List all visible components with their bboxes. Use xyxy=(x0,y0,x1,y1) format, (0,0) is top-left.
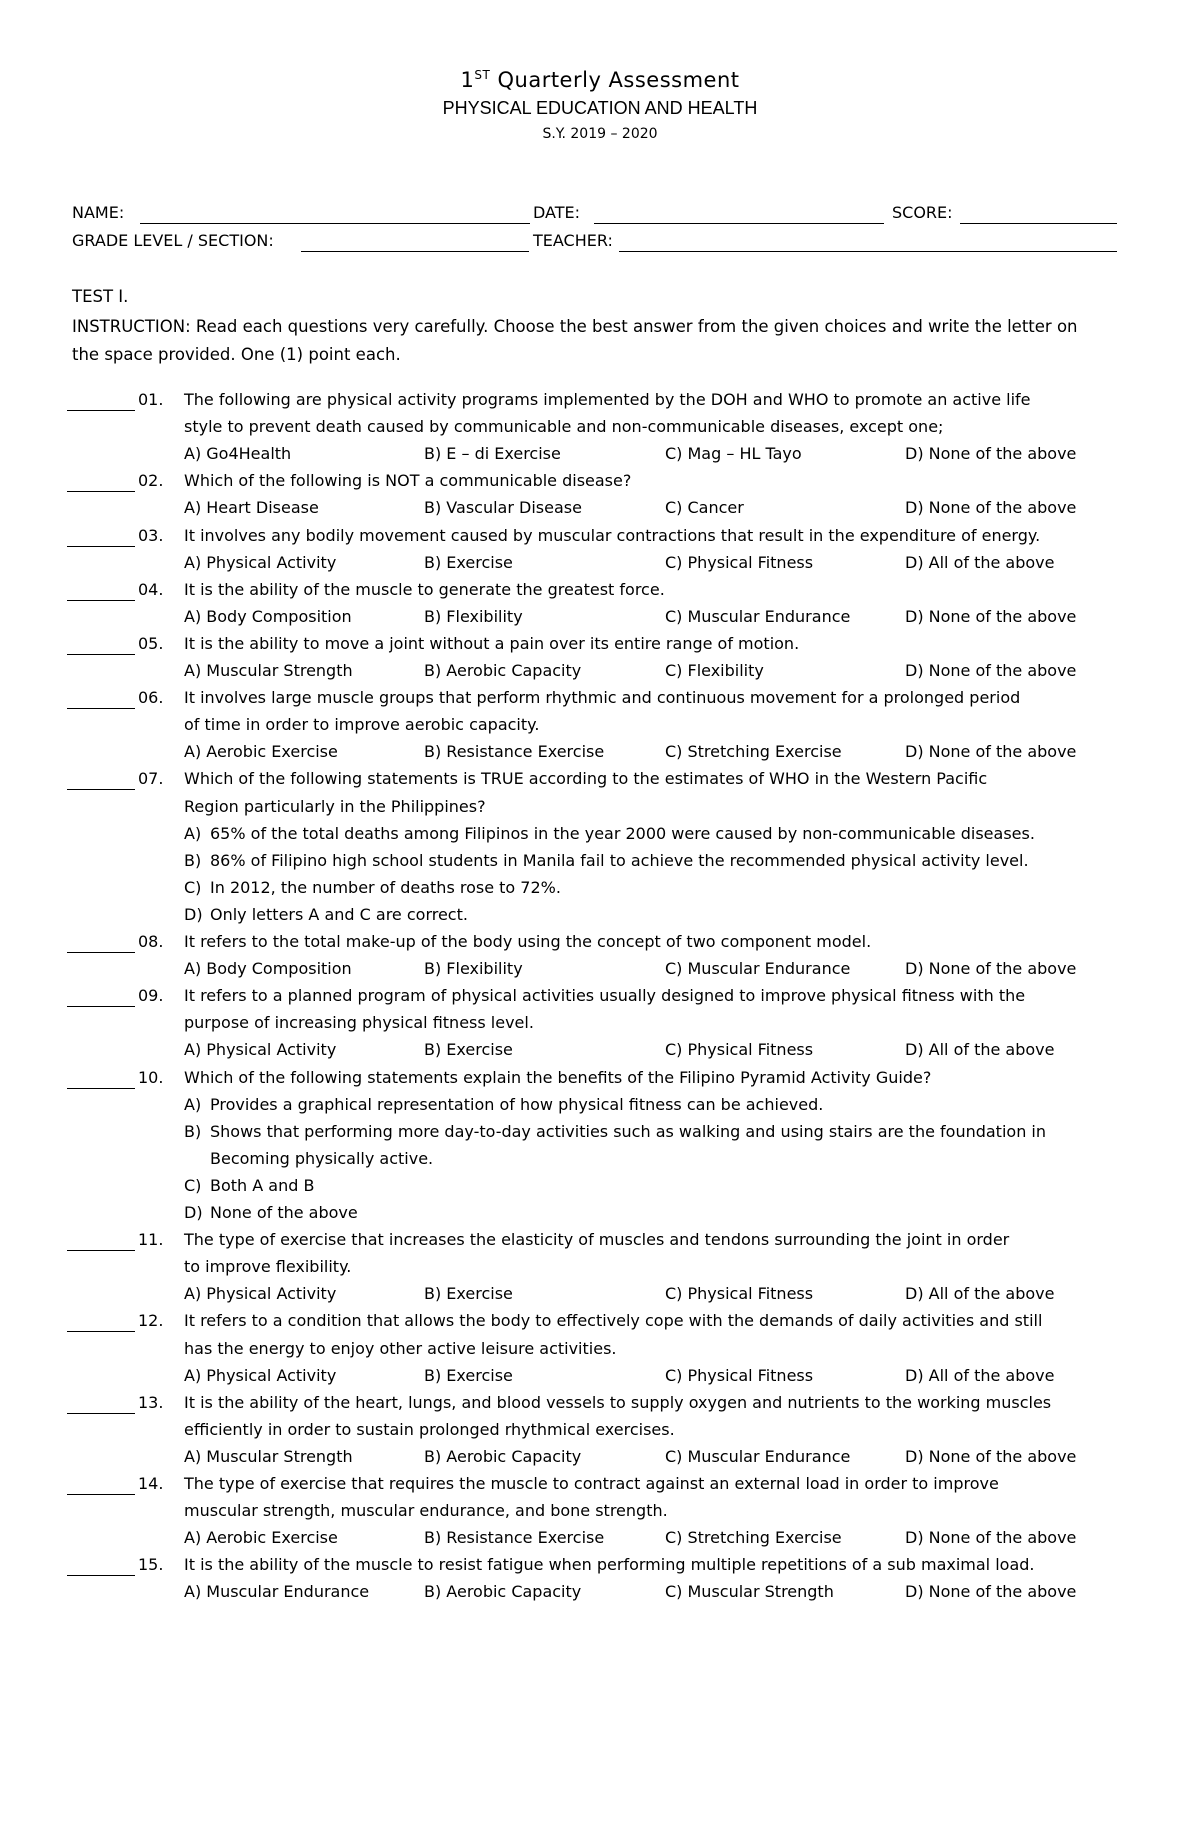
answer-choice: B) Aerobic Capacity xyxy=(424,661,582,680)
question-number: 15. xyxy=(138,1555,164,1575)
answer-choice: D) All of the above xyxy=(905,1040,1055,1060)
answer-choice: A) Heart Disease xyxy=(184,498,319,518)
option-row xyxy=(0,851,1200,878)
grade-section-label: GRADE LEVEL / SECTION: xyxy=(72,231,274,250)
question-row xyxy=(0,1068,1200,1095)
question-number: 14. xyxy=(138,1474,164,1493)
question-row xyxy=(0,1013,1200,1040)
answer-choice: C) Muscular Strength xyxy=(665,1582,834,1602)
choices-row xyxy=(0,959,1200,986)
choices-row xyxy=(0,1366,1200,1393)
question-text: style to prevent death caused by communicable and non-communicable diseases, except one; xyxy=(184,417,944,437)
question-number: 01. xyxy=(138,390,164,409)
answer-choice: B) Flexibility xyxy=(424,606,523,626)
title-superscript: ST xyxy=(474,68,491,82)
question-row xyxy=(0,932,1200,959)
option-text: Only letters A and C are correct. xyxy=(210,904,468,924)
answer-choice: D) None of the above xyxy=(905,1528,1077,1548)
question-number: 10. xyxy=(138,1067,164,1087)
option-text: 65% of the total deaths among Filipinos in the year 2000 were caused by non-communicable diseases. xyxy=(210,823,1035,843)
question-text: The type of exercise that requires the muscle to contract against an external load in order to improve xyxy=(184,1474,999,1493)
option-text: None of the above xyxy=(210,1203,358,1222)
answer-blank[interactable] xyxy=(67,1494,135,1495)
question-row xyxy=(0,526,1200,553)
answer-option xyxy=(184,1149,433,1168)
question-row xyxy=(0,1257,1200,1284)
answer-choice: B) Flexibility xyxy=(424,959,523,979)
answer-blank[interactable] xyxy=(67,410,135,411)
choices-row xyxy=(0,553,1200,580)
answer-choice: A) Physical Activity xyxy=(184,552,337,572)
answer-blank[interactable] xyxy=(67,654,135,655)
question-text: Region particularly in the Philippines? xyxy=(184,796,486,816)
name-label: NAME: xyxy=(72,203,125,222)
question-text: It refers to the total make-up of the body using the concept of two component model. xyxy=(184,932,872,951)
question-row xyxy=(0,1393,1200,1420)
answer-choice: C) Physical Fitness xyxy=(665,1040,814,1060)
date-field[interactable] xyxy=(594,223,884,224)
question-number: 05. xyxy=(138,633,164,653)
answer-choice: A) Physical Activity xyxy=(184,1365,337,1385)
question-text: The type of exercise that increases the elasticity of muscles and tendons surrounding the joint in order xyxy=(184,1230,1010,1250)
answer-choice: D) None of the above xyxy=(905,1582,1077,1602)
answer-choice: B) Resistance Exercise xyxy=(424,742,605,762)
answer-choice: D) None of the above xyxy=(905,959,1077,979)
question-text: efficiently in order to sustain prolonged rhythmical exercises. xyxy=(184,1419,675,1439)
option-row xyxy=(0,878,1200,905)
answer-choice: C) Physical Fitness xyxy=(665,1365,814,1385)
answer-choice: C) Muscular Endurance xyxy=(665,606,851,626)
test-heading: TEST I. xyxy=(72,287,129,306)
answer-blank[interactable] xyxy=(67,1006,135,1007)
answer-option xyxy=(184,851,1029,870)
answer-choice: A) Aerobic Exercise xyxy=(184,742,338,762)
answer-option xyxy=(184,1122,1046,1141)
option-letter: A) xyxy=(184,1094,202,1114)
question-text: of time in order to improve aerobic capacity. xyxy=(184,715,540,735)
score-label: SCORE: xyxy=(892,203,953,222)
answer-choice: B) E – di Exercise xyxy=(424,444,561,464)
answer-choice: A) Muscular Endurance xyxy=(184,1582,370,1602)
title-text: Quarterly Assessment xyxy=(497,68,740,92)
answer-choice: C) Physical Fitness xyxy=(665,1284,814,1304)
choices-row xyxy=(0,1284,1200,1311)
grade-section-field[interactable] xyxy=(301,251,529,252)
question-row xyxy=(0,1230,1200,1257)
answer-choice: C) Stretching Exercise xyxy=(665,742,842,762)
question-row xyxy=(0,688,1200,715)
answer-choice: B) Exercise xyxy=(424,1284,513,1304)
option-text: In 2012, the number of deaths rose to 72%. xyxy=(210,877,561,897)
answer-choice: A) Go4Health xyxy=(184,444,292,464)
option-text: Both A and B xyxy=(210,1175,315,1195)
answer-choice: C) Cancer xyxy=(665,498,744,518)
option-letter: C) xyxy=(184,1175,202,1195)
question-text: Which of the following statements explain the benefits of the Filipino Pyramid Activity Guide? xyxy=(184,1067,932,1087)
answer-blank[interactable] xyxy=(67,1250,135,1251)
answer-choice: A) Body Composition xyxy=(184,606,352,626)
question-row xyxy=(0,390,1200,417)
question-text: It is the ability of the muscle to resist fatigue when performing multiple repetitions of a sub maximal load. xyxy=(184,1555,1035,1575)
question-number: 09. xyxy=(138,986,164,1006)
question-number: 13. xyxy=(138,1392,164,1412)
question-number: 12. xyxy=(138,1311,164,1331)
answer-blank[interactable] xyxy=(67,546,135,547)
question-text: It refers to a planned program of physical activities usually designed to improve physical fitness with the xyxy=(184,986,1026,1006)
choices-row xyxy=(0,1582,1200,1609)
question-number: 07. xyxy=(138,769,164,789)
option-text: 86% of Filipino high school students in Manila fail to achieve the recommended physical activity level. xyxy=(210,850,1029,870)
question-row xyxy=(0,1339,1200,1366)
answer-choice: B) Aerobic Capacity xyxy=(424,1582,582,1602)
answer-choice: D) None of the above xyxy=(905,1446,1077,1466)
answer-option xyxy=(184,824,1035,843)
choices-row xyxy=(0,607,1200,634)
instruction-line-2: the space provided. One (1) point each. xyxy=(72,345,401,364)
question-row xyxy=(0,1474,1200,1501)
question-text: muscular strength, muscular endurance, and bone strength. xyxy=(184,1501,668,1521)
question-text: It is the ability of the heart, lungs, and blood vessels to supply oxygen and nutrients to the working muscles xyxy=(184,1392,1052,1412)
question-text: Which of the following is NOT a communicable disease? xyxy=(184,471,632,491)
date-label: DATE: xyxy=(533,203,581,222)
instruction-line-1: INSTRUCTION: Read each questions very carefully. Choose the best answer from the given choices and write the letter on xyxy=(72,317,1078,336)
option-letter: C) xyxy=(184,877,202,897)
question-text: It involves large muscle groups that perform rhythmic and continuous movement for a prolonged period xyxy=(184,688,1021,708)
answer-choice: D) None of the above xyxy=(905,444,1077,464)
question-text: It is the ability to move a joint without a pain over its entire range of motion. xyxy=(184,633,800,653)
option-letter: B) xyxy=(184,850,202,870)
option-letter: D) xyxy=(184,904,203,924)
question-row xyxy=(0,1501,1200,1528)
answer-choice: D) All of the above xyxy=(905,1284,1055,1304)
answer-choice: D) None of the above xyxy=(905,606,1077,626)
question-text: to improve flexibility. xyxy=(184,1257,352,1277)
question-text: It is the ability of the muscle to generate the greatest force. xyxy=(184,579,665,599)
answer-choice: B) Vascular Disease xyxy=(424,498,582,518)
option-row xyxy=(0,1122,1200,1149)
answer-blank[interactable] xyxy=(67,1088,135,1089)
option-row xyxy=(0,824,1200,851)
question-text: It involves any bodily movement caused by muscular contractions that result in the expenditure of energy. xyxy=(184,525,1041,545)
question-row xyxy=(0,715,1200,742)
choices-row xyxy=(0,661,1200,688)
answer-choice: A) Physical Activity xyxy=(184,1284,337,1304)
answer-choice: C) Stretching Exercise xyxy=(665,1528,842,1548)
answer-blank[interactable] xyxy=(67,1413,135,1414)
answer-blank[interactable] xyxy=(67,491,135,492)
question-number: 06. xyxy=(138,688,164,708)
question-row xyxy=(0,1311,1200,1338)
option-row xyxy=(0,1176,1200,1203)
answer-choice: A) Muscular Strength xyxy=(184,1446,353,1466)
question-row xyxy=(0,417,1200,444)
answer-choice: D) None of the above xyxy=(905,742,1077,762)
question-text: purpose of increasing physical fitness level. xyxy=(184,1013,534,1033)
score-field[interactable] xyxy=(960,223,1117,224)
option-row xyxy=(0,905,1200,932)
teacher-label: TEACHER: xyxy=(533,231,613,250)
option-row xyxy=(0,1149,1200,1176)
choices-row xyxy=(0,498,1200,525)
question-row xyxy=(0,797,1200,824)
option-text: Shows that performing more day-to-day activities such as walking and using stairs are the foundation in xyxy=(210,1121,1046,1141)
title-number: 1 xyxy=(460,68,475,92)
answer-blank[interactable] xyxy=(67,1331,135,1332)
answer-option xyxy=(184,1203,358,1222)
answer-blank[interactable] xyxy=(67,789,135,790)
option-text: Provides a graphical representation of how physical fitness can be achieved. xyxy=(210,1094,824,1114)
question-text: The following are physical activity programs implemented by the DOH and WHO to promote an active life xyxy=(184,390,1031,409)
option-letter: B) xyxy=(184,1121,202,1141)
option-letter: D) xyxy=(184,1203,203,1222)
question-row xyxy=(0,471,1200,498)
page-title xyxy=(0,68,1200,92)
answer-choice: B) Exercise xyxy=(424,1040,513,1060)
answer-option xyxy=(184,1176,314,1195)
choices-row xyxy=(0,742,1200,769)
answer-blank[interactable] xyxy=(67,1575,135,1576)
answer-option xyxy=(184,905,468,924)
subject-heading: PHYSICAL EDUCATION AND HEALTH xyxy=(442,98,758,118)
answer-choice: A) Body Composition xyxy=(184,959,352,979)
answer-choice: C) Muscular Endurance xyxy=(665,959,851,979)
answer-option xyxy=(184,1095,823,1114)
question-row xyxy=(0,1420,1200,1447)
answer-blank[interactable] xyxy=(67,600,135,601)
answer-choice: A) Muscular Strength xyxy=(184,661,353,680)
answer-choice: B) Exercise xyxy=(424,1365,513,1385)
choices-row xyxy=(0,1528,1200,1555)
answer-blank[interactable] xyxy=(67,952,135,953)
answer-choice: D) All of the above xyxy=(905,1365,1055,1385)
answer-choice: C) Mag – HL Tayo xyxy=(665,444,802,464)
question-text: has the energy to enjoy other active leisure activities. xyxy=(184,1338,617,1358)
answer-choice: C) Physical Fitness xyxy=(665,552,814,572)
choices-row xyxy=(0,1447,1200,1474)
option-row xyxy=(0,1095,1200,1122)
answer-option xyxy=(184,878,561,897)
answer-choice: A) Aerobic Exercise xyxy=(184,1528,338,1548)
answer-choice: D) All of the above xyxy=(905,552,1055,572)
question-row xyxy=(0,634,1200,661)
answer-choice: B) Exercise xyxy=(424,552,513,572)
question-row xyxy=(0,580,1200,607)
question-row xyxy=(0,1555,1200,1582)
answer-choice: A) Physical Activity xyxy=(184,1040,337,1060)
answer-blank[interactable] xyxy=(67,708,135,709)
answer-choice: C) Flexibility xyxy=(665,661,764,680)
question-text: Which of the following statements is TRUE according to the estimates of WHO in the Western Pacific xyxy=(184,769,988,789)
choices-row xyxy=(0,1040,1200,1067)
question-row xyxy=(0,986,1200,1013)
choices-row xyxy=(0,444,1200,471)
teacher-field[interactable] xyxy=(619,251,1117,252)
answer-choice: B) Aerobic Capacity xyxy=(424,1446,582,1466)
answer-choice: D) None of the above xyxy=(905,661,1077,680)
name-field[interactable] xyxy=(140,223,530,224)
question-number: 02. xyxy=(138,471,164,491)
question-number: 11. xyxy=(138,1230,164,1250)
answer-choice: C) Muscular Endurance xyxy=(665,1446,851,1466)
question-row xyxy=(0,769,1200,796)
school-year: S.Y. 2019 – 2020 xyxy=(542,126,658,142)
answer-choice: D) None of the above xyxy=(905,498,1077,518)
option-row xyxy=(0,1203,1200,1230)
option-letter: A) xyxy=(184,823,202,843)
question-number: 08. xyxy=(138,932,164,951)
answer-choice: B) Resistance Exercise xyxy=(424,1528,605,1548)
option-text: Becoming physically active. xyxy=(210,1148,434,1168)
question-number: 04. xyxy=(138,579,164,599)
question-number: 03. xyxy=(138,525,164,545)
question-text: It refers to a condition that allows the body to effectively cope with the demands of daily activities and still xyxy=(184,1311,1043,1331)
